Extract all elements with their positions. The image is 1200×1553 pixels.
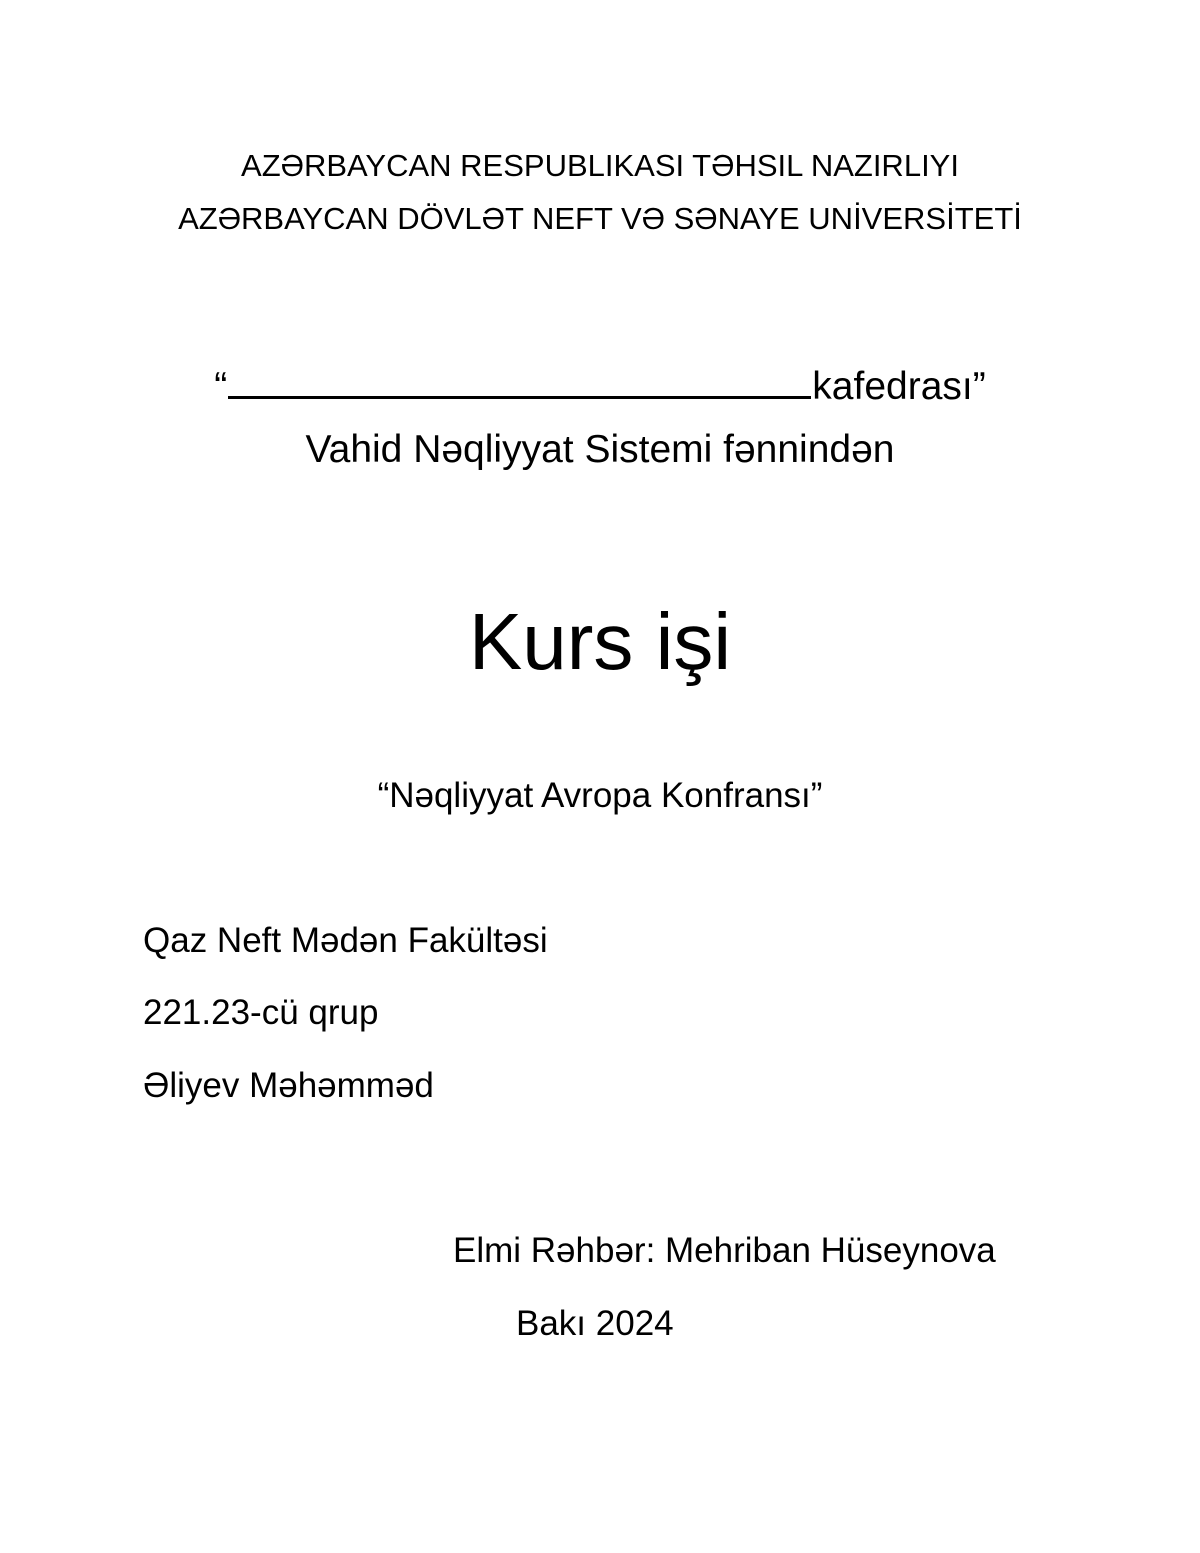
student-name: Əliyev Məhəmməd: [143, 1066, 434, 1105]
topic-title: “Nəqliyyat Avropa Konfransı”: [377, 776, 823, 815]
department-suffix: kafedrası”: [812, 365, 986, 408]
group-label: 221.23-cü qrup: [143, 993, 379, 1032]
university-title: AZƏRBAYCAN DÖVLƏT NEFT VƏ SƏNAYE UNİVERSİTETİ: [178, 201, 1022, 236]
faculty-label: Qaz Neft Mədən Fakültəsi: [143, 921, 548, 960]
department-blank-underline: [228, 366, 811, 399]
department-open-quote: “: [214, 365, 228, 408]
subject-line: Vahid Nəqliyyat Sistemi fənnindən: [305, 428, 895, 471]
work-type-title: Kurs işi: [468, 597, 732, 686]
city-year-line: Bakı 2024: [516, 1304, 674, 1343]
department-line: [0, 366, 1200, 406]
ministry-title: AZƏRBAYCAN RESPUBLIKASI TƏHSIL NAZIRLIYI: [241, 148, 959, 183]
supervisor-line: Elmi Rəhbər: Mehriban Hüseynova: [453, 1231, 996, 1270]
